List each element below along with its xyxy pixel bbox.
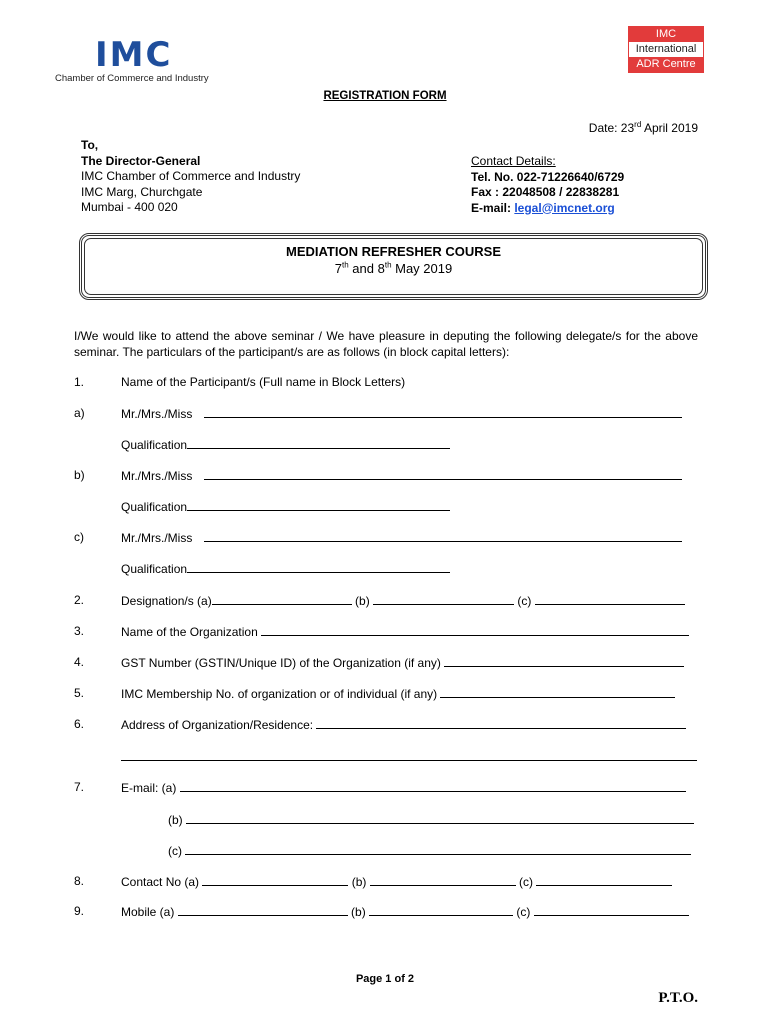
field-email: 7. E-mail: (a) bbox=[74, 780, 699, 796]
form-title: REGISTRATION FORM bbox=[323, 90, 447, 102]
pto-label: P.T.O. bbox=[658, 990, 698, 1006]
participant-a-qualification: Qualification bbox=[74, 437, 699, 453]
gst-input[interactable] bbox=[444, 655, 684, 667]
field-address-line2 bbox=[74, 749, 699, 765]
adr-centre-logo bbox=[628, 26, 704, 73]
email-b-input[interactable] bbox=[186, 812, 694, 824]
field-organization: 3. Name of the Organization bbox=[74, 624, 699, 640]
imc-logo-text: IMC bbox=[95, 35, 173, 75]
recipient-address: To, The Director-General IMC Chamber of Commerce and Industry IMC Marg, Churchgate Mumbai - 400 020 bbox=[81, 138, 301, 214]
intro-paragraph: I/We would like to attend the above seminar / We have pleasure in deputing the following delegate/s for the above seminar. The particulars of the participant/s are as follows (in block capital letters): bbox=[74, 329, 698, 359]
contact-b-input[interactable] bbox=[370, 874, 516, 886]
field-gst: 4. GST Number (GSTIN/Unique ID) of the Organization (if any) bbox=[74, 655, 699, 671]
address-input-1[interactable] bbox=[316, 717, 686, 729]
imc-logo-tagline: Chamber of Commerce and Industry bbox=[55, 73, 209, 84]
designation-a-input[interactable] bbox=[212, 593, 352, 605]
participant-c-name: c) Mr./Mrs./Miss bbox=[74, 530, 699, 546]
participant-c-qualification-input[interactable] bbox=[187, 561, 450, 573]
membership-input[interactable] bbox=[440, 686, 675, 698]
field-participant-name: 1. Name of the Participant/s (Full name in Block Letters) bbox=[74, 375, 406, 389]
participant-b-name-input[interactable] bbox=[204, 468, 682, 480]
field-membership: 5. IMC Membership No. of organization or of individual (if any) bbox=[74, 686, 699, 702]
adr-logo-line3: ADR Centre bbox=[629, 57, 703, 72]
adr-logo-line2: International bbox=[629, 42, 703, 57]
email-link[interactable]: legal@imcnet.org bbox=[514, 200, 615, 215]
field-email-b: (b) bbox=[74, 812, 699, 828]
field-designation: 2. Designation/s (a) (b) (c) bbox=[74, 593, 699, 609]
participant-b-qualification: Qualification bbox=[74, 499, 699, 515]
imc-logo bbox=[55, 35, 225, 84]
designation-b-input[interactable] bbox=[373, 593, 514, 605]
field-mobile: 9. Mobile (a) (b) (c) bbox=[74, 904, 699, 920]
contact-c-input[interactable] bbox=[536, 874, 672, 886]
participant-a-qualification-input[interactable] bbox=[187, 437, 450, 449]
participant-b-qualification-input[interactable] bbox=[187, 499, 450, 511]
address-input-2[interactable] bbox=[121, 749, 697, 761]
contact-details: Contact Details: Tel. No. 022-71226640/6729 Fax : 22048508 / 22838281 E-mail: legal@imcnet.org bbox=[471, 154, 625, 215]
course-date: 7th and 8th May 2019 bbox=[334, 260, 453, 276]
email-a-input[interactable] bbox=[180, 780, 686, 792]
participant-a-name: a) Mr./Mrs./Miss bbox=[74, 406, 699, 422]
adr-logo-line1: IMC bbox=[629, 27, 703, 42]
mobile-c-input[interactable] bbox=[534, 904, 689, 916]
course-title: MEDIATION REFRESHER COURSE bbox=[286, 244, 501, 259]
participant-b-name: b) Mr./Mrs./Miss bbox=[74, 468, 699, 484]
form-date: Date: 23rd April 2019 bbox=[588, 120, 698, 135]
mobile-b-input[interactable] bbox=[369, 904, 513, 916]
email-c-input[interactable] bbox=[185, 843, 691, 855]
designation-c-input[interactable] bbox=[535, 593, 685, 605]
field-address: 6. Address of Organization/Residence: bbox=[74, 717, 699, 733]
page-number: Page 1 of 2 bbox=[355, 973, 415, 985]
organization-input[interactable] bbox=[261, 624, 689, 636]
mobile-a-input[interactable] bbox=[178, 904, 348, 916]
contact-a-input[interactable] bbox=[202, 874, 348, 886]
participant-c-name-input[interactable] bbox=[204, 530, 682, 542]
participant-c-qualification: Qualification bbox=[74, 561, 699, 577]
field-contact-no: 8. Contact No (a) (b) (c) bbox=[74, 874, 699, 890]
field-email-c: (c) bbox=[74, 843, 699, 859]
participant-a-name-input[interactable] bbox=[204, 406, 682, 418]
